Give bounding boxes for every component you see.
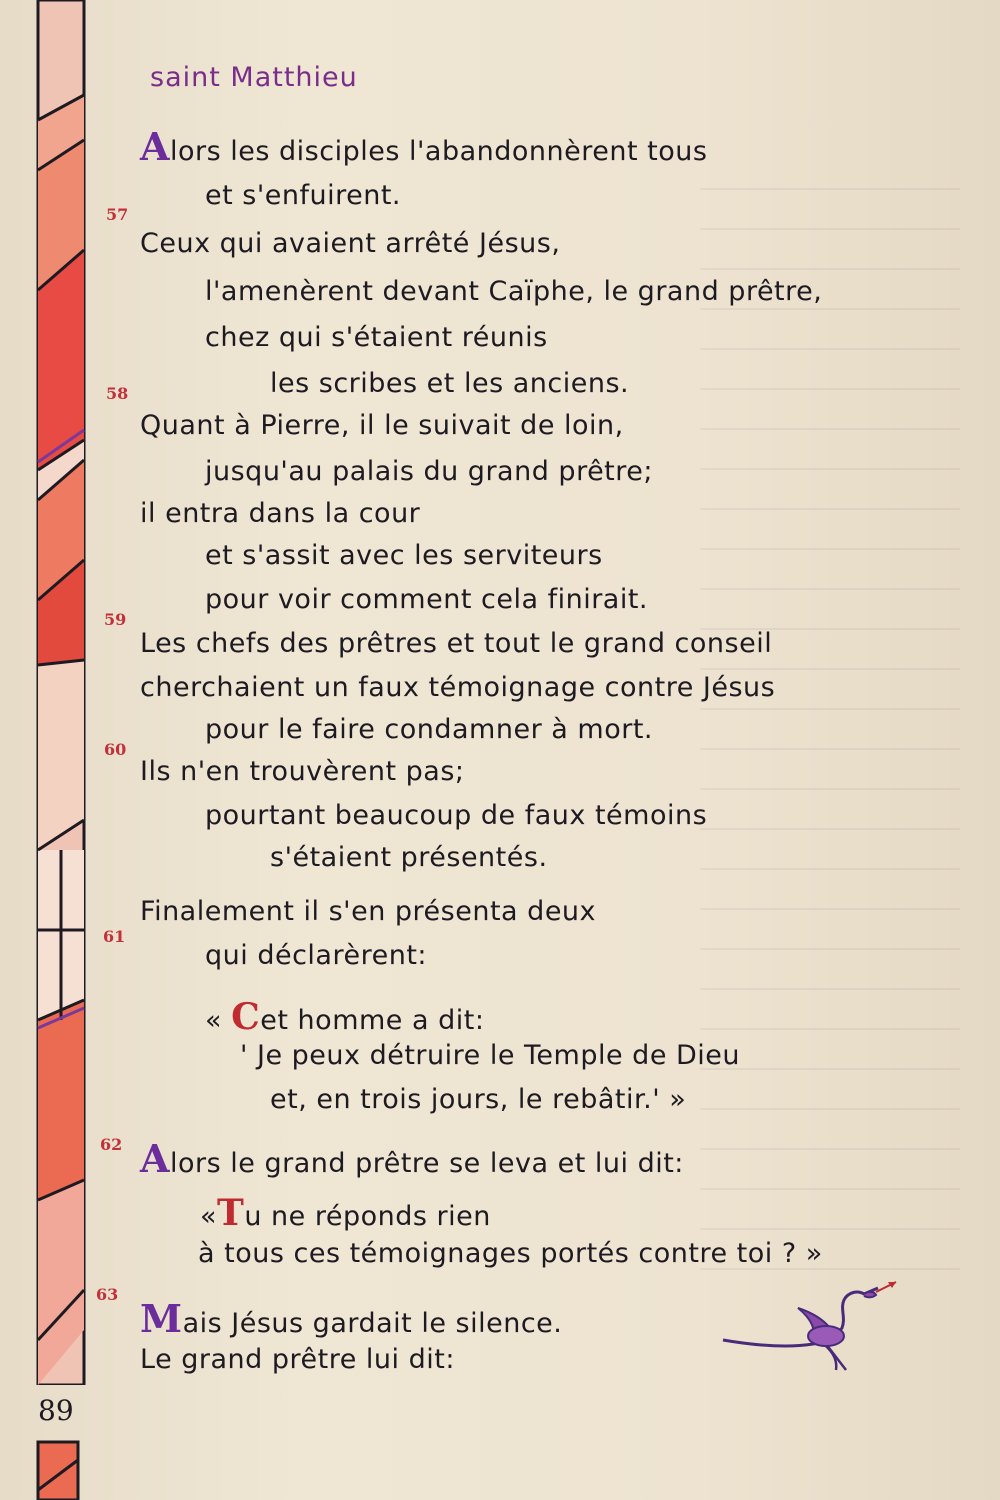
verse-number: 63 — [96, 1285, 119, 1304]
text-line: cherchaient un faux témoignage contre Jésus — [140, 672, 776, 703]
page-number: 89 — [38, 1394, 74, 1427]
text-line: s'étaient présentés. — [270, 842, 548, 873]
text-line: à tous ces témoignages portés contre toi ? » — [198, 1238, 823, 1269]
text-line: Ceux qui avaient arrêté Jésus, — [140, 228, 561, 259]
decorative-border — [36, 0, 86, 1385]
text-line: pour le faire condamner à mort. — [205, 714, 653, 745]
verse-number: 61 — [103, 927, 126, 946]
decorative-border-bottom — [36, 1440, 80, 1500]
text-line: Les chefs des prêtres et tout le grand conseil — [140, 628, 773, 659]
text-line: pourtant beaucoup de faux témoins — [205, 800, 708, 831]
verse-number: 59 — [104, 610, 127, 629]
text-line: Alors le grand prêtre se leva et lui dit: — [140, 1136, 684, 1181]
text-line: qui déclarèrent: — [205, 940, 428, 971]
text-line: Finalement il s'en présenta deux — [140, 896, 597, 927]
section-heading: saint Matthieu — [150, 62, 358, 93]
text-line: pour voir comment cela finirait. — [205, 584, 649, 615]
text-line: chez qui s'étaient réunis — [205, 322, 548, 353]
text-line: Alors les disciples l'abandonnèrent tous — [140, 124, 708, 169]
drop-initial: C — [231, 996, 261, 1038]
drop-initial: T — [217, 1192, 245, 1234]
text-line: « Cet homme a dit: — [205, 996, 485, 1038]
text-line: «Tu ne réponds rien — [200, 1192, 491, 1234]
text-line: les scribes et les anciens. — [270, 368, 630, 399]
text-line: et, en trois jours, le rebâtir.' » — [270, 1084, 687, 1115]
drop-initial: M — [140, 1296, 183, 1341]
text-line: et s'enfuirent. — [205, 180, 402, 211]
text-line: Mais Jésus gardait le silence. — [140, 1296, 563, 1341]
text-line: Ils n'en trouvèrent pas; — [140, 756, 465, 787]
verse-number: 58 — [106, 384, 129, 403]
dragon-illustration — [718, 1278, 903, 1378]
verse-number: 60 — [104, 740, 127, 759]
text-line: ' Je peux détruire le Temple de Dieu — [240, 1040, 741, 1071]
text-line: jusqu'au palais du grand prêtre; — [205, 456, 653, 487]
verse-number: 62 — [100, 1135, 123, 1154]
text-line: Le grand prêtre lui dit: — [140, 1344, 455, 1375]
verse-number: 57 — [106, 205, 129, 224]
show-through — [700, 150, 960, 1300]
text-line: il entra dans la cour — [140, 498, 421, 529]
drop-initial: A — [140, 124, 170, 169]
text-line: et s'assit avec les serviteurs — [205, 540, 603, 571]
text-line: Quant à Pierre, il le suivait de loin, — [140, 410, 624, 441]
drop-initial: A — [140, 1136, 170, 1181]
text-line: l'amenèrent devant Caïphe, le grand prêtre, — [205, 276, 823, 307]
